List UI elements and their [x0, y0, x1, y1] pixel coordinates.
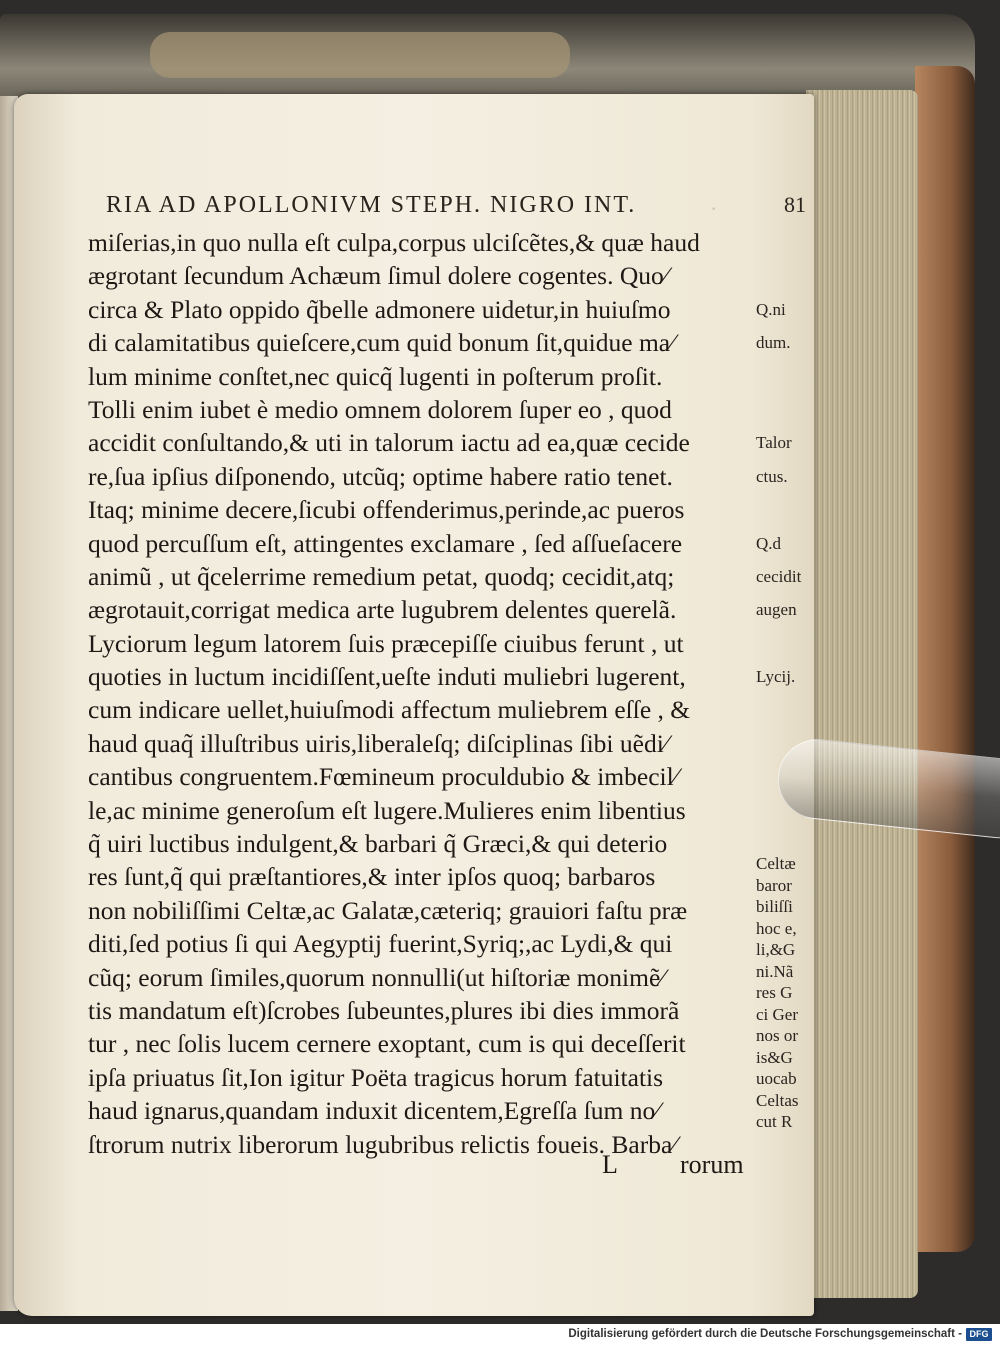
margin-note: baror [756, 875, 792, 895]
text-line: circa & Plato oppido q̃belle admonere uidetur,in huiuſmo [88, 294, 671, 324]
margin-note: biliſſi [756, 897, 793, 916]
text-line: re,ſua ipſius diſponendo, utcũq; optime habere ratio tenet. [88, 461, 673, 491]
margin-note: dum. [756, 333, 791, 353]
page-block-edges [806, 90, 918, 1298]
margin-note: Q.ni [756, 299, 786, 319]
text-block [88, 226, 758, 1161]
margin-note: cecidit [756, 567, 802, 586]
text-line: Tolli enim iubet è medio omnem dolorem ſuper eo , quod [88, 394, 672, 424]
text-line: tur , nec ſolis lucem cernere exoptant, cum is qui deceſſerit [88, 1029, 686, 1059]
signature-mark: L [602, 1150, 618, 1179]
text-line: ægrotauit,corrigat medica arte lugubrem delentes querelã. [88, 595, 677, 625]
margin-note: Celtas [756, 1090, 799, 1110]
margin-note: augen [756, 600, 797, 620]
text-line: lum minime conſtet,nec quicq̃ lugenti in poſterum proſit. [88, 361, 663, 391]
margin-note: res G [756, 983, 793, 1002]
text-line: cũq; eorum ſimiles,quorum nonnulli(ut hiſtoriæ monimẽ⁄ [88, 962, 665, 992]
margin-note: cut R [756, 1112, 793, 1131]
margin-note: Lycij. [756, 667, 796, 687]
text-line: non nobiliſſimi Celtæ,ac Galatæ,cæteriq; grauiori faſtu præ [88, 895, 688, 925]
text-line: Itaq; minime decere,ſicubi offenderimus,perinde,ac pueros [88, 495, 685, 525]
margin-note: Talor [756, 433, 792, 453]
text-line: di calamitatibus quieſcere,cum quid bonum ſit,quidue ma⁄ [88, 328, 675, 358]
footer-credit: Digitalisierung gefördert durch die Deutsche Forschungsgemeinschaft - [568, 1328, 962, 1340]
margin-note: uocab [756, 1069, 797, 1088]
margin-note: is&G [756, 1047, 793, 1067]
text-line: haud quaq̃ illuſtribus uiris,liberaleſq; diſciplinas ſibi uẽdi⁄ [88, 728, 669, 758]
margin-note: ci Ger [756, 1004, 799, 1024]
text-line: cantibus congruentem.Fœmineum proculdubio & imbecil⁄ [88, 762, 678, 792]
catchword: rorum [680, 1150, 744, 1179]
text-line: quoties in luctum incidiſſent,ueſte induti muliebri lugerent, [88, 662, 686, 692]
margin-note: li,&G [756, 940, 796, 959]
text-line: le,ac minime generoſum eſt lugere.Mulieres enim libentius [88, 795, 686, 825]
text-line: ægrotant ſecundum Achæum ſimul dolere cogentes. Quo⁄ [88, 261, 669, 291]
text-line: cum indicare uellet,huiuſmodi affectum muliebrem eſſe , & [88, 695, 691, 725]
text-line: q̃ uiri luctibus indulgent,& barbari q̃ Græci,& qui deterio [88, 829, 668, 859]
folio-number: 81 [784, 192, 806, 217]
text-line: miſerias,in quo nulla eſt culpa,corpus ulciſcẽtes,& quæ haud [88, 228, 700, 257]
text-line: haud ignarus,quandam induxit dicentem,Egreſſa ſum no⁄ [88, 1096, 660, 1126]
margin-note: nos or [756, 1026, 799, 1045]
margin-note: ni.Nã [756, 961, 794, 981]
text-line: Lyciorum legum latorem ſuis præcepiſſe ciuibus ferunt , ut [88, 628, 684, 658]
book-cover-edge [915, 66, 975, 1252]
margin-note: Q.d [756, 533, 782, 553]
margin-note: Celtæ [756, 854, 796, 873]
text-line: tis mandatum eſt)ſcrobes ſubeuntes,plures ibi dies immorã [88, 995, 680, 1025]
running-head: RIA AD APOLLONIVM STEPH. NIGRO INT. [106, 192, 637, 218]
edge-stain [150, 32, 570, 78]
dfg-logo-icon[interactable]: DFG [966, 1328, 992, 1341]
text-line: ipſa priuatus ſit,Ion igitur Poëta tragicus horum fatuitatis [88, 1062, 664, 1092]
text-line: animũ , ut q̃celerrime remedium petat, quodq; cecidit,atq; [88, 561, 675, 591]
margin-note: hoc e, [756, 918, 797, 938]
text-line: ſtrorum nutrix liberorum lugubribus relictis foueis. Barba⁄ [88, 1129, 677, 1159]
margin-note: ctus. [756, 466, 788, 486]
footer-bar [0, 1324, 1000, 1345]
text-line: diti,ſed potius ſi qui Aegyptij fuerint,Syriq;,ac Lydi,& qui [88, 929, 673, 959]
text-line: accidit conſultando,& uti in talorum iactu ad ea,quæ cecide [88, 428, 690, 458]
show-through-text: · [710, 196, 720, 221]
text-line: res ſunt,q̃ qui præſtantiores,& inter ipſos quoq; barbaros [88, 862, 656, 892]
text-line: quod percuſſum eſt, attingentes exclamare , ſed aſſueſacere [88, 528, 683, 558]
